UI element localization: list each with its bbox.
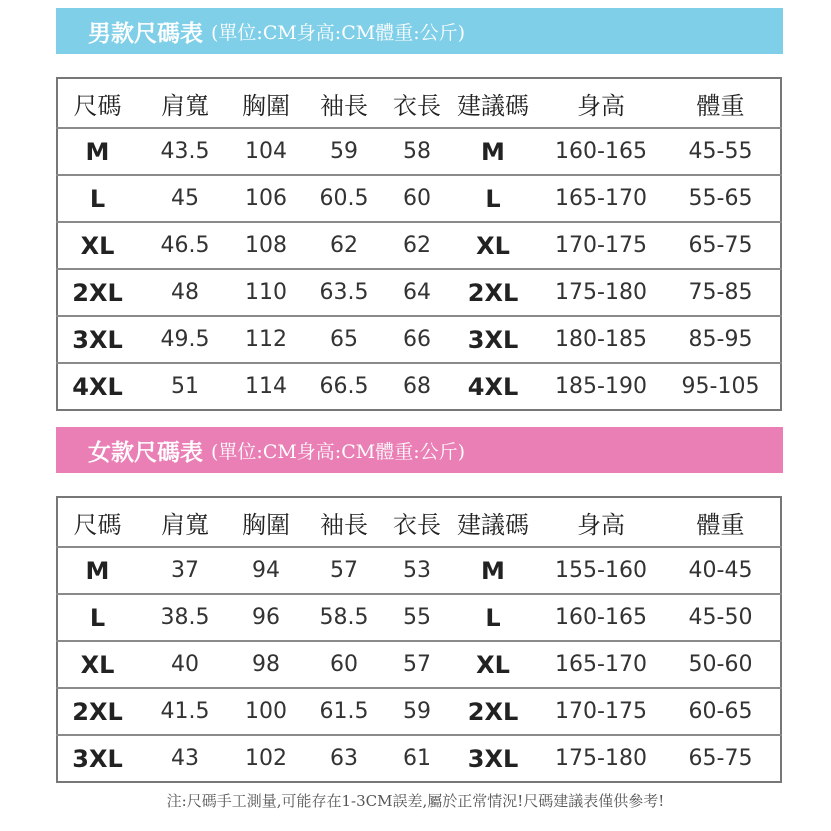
measurement-cell: 100 [233, 688, 299, 735]
measurement-cell: 75-85 [661, 269, 781, 316]
column-header: 肩寬 [137, 497, 233, 547]
measurement-cell: 57 [299, 547, 389, 594]
measurement-cell: 58.5 [299, 594, 389, 641]
table-row [57, 175, 781, 222]
measurement-cell: 60-65 [661, 688, 781, 735]
measurement-cell: 40 [137, 641, 233, 688]
measurement-cell: 68 [403, 374, 431, 399]
measurement-cell: 38.5 [137, 594, 233, 641]
measurement-cell: 110 [233, 269, 299, 316]
measurement-cell: 170-175 [541, 688, 661, 735]
measurement-cell: 175-180 [555, 746, 647, 771]
measurement-cell: 45-55 [661, 128, 781, 175]
table-row [57, 641, 781, 688]
measurement-cell: 43 [171, 746, 199, 771]
column-header: 袖長 [299, 497, 389, 547]
column-header: 體重 [661, 497, 781, 547]
men-chart-title: 男款尺碼表 [88, 19, 203, 47]
measurement-cell: 66 [389, 316, 445, 363]
table-row [57, 316, 781, 363]
table-header-row [57, 78, 781, 128]
measurement-cell: 64 [389, 269, 445, 316]
measurement-cell: 106 [233, 175, 299, 222]
measurement-cell: 98 [233, 641, 299, 688]
column-header: 尺碼 [57, 497, 137, 547]
table-row [57, 222, 781, 269]
size-cell: M [57, 128, 137, 175]
men-chart-unit-note: (單位:CM身高:CM體重:公斤) [211, 21, 466, 44]
recommended-size-cell: 3XL [445, 316, 541, 363]
table-row [57, 735, 781, 782]
women-chart-unit-note: (單位:CM身高:CM體重:公斤) [211, 440, 466, 463]
size-cell: M [57, 547, 137, 594]
men-size-chart-banner [56, 8, 783, 54]
measurement-cell: 108 [233, 222, 299, 269]
measurement-cell: 63.5 [299, 269, 389, 316]
column-header: 衣長 [389, 497, 445, 547]
measurement-cell: 55-65 [661, 175, 781, 222]
measurement-cell: 43.5 [137, 128, 233, 175]
column-header: 尺碼 [57, 78, 137, 128]
recommended-size-cell: 2XL [445, 269, 541, 316]
measurement-cell: 60 [299, 641, 389, 688]
measurement-cell: 58 [389, 128, 445, 175]
measurement-cell: 155-160 [541, 547, 661, 594]
recommended-size-cell: 4XL [467, 372, 519, 401]
measurement-cell: 40-45 [661, 547, 781, 594]
measurement-cell: 62 [299, 222, 389, 269]
measurement-cell: 102 [245, 746, 287, 771]
measurement-cell: 66.5 [319, 374, 369, 399]
men-size-table [56, 77, 782, 411]
column-header: 身高 [541, 78, 661, 128]
measurement-cell: 45 [137, 175, 233, 222]
recommended-size-cell: M [445, 547, 541, 594]
women-size-chart-banner [56, 427, 783, 473]
measurement-cell: 160-165 [541, 128, 661, 175]
size-cell: L [57, 594, 137, 641]
recommended-size-cell: 2XL [445, 688, 541, 735]
table-row [57, 128, 781, 175]
recommended-size-cell: XL [445, 222, 541, 269]
measurement-cell: 41.5 [137, 688, 233, 735]
measurement-cell: 112 [233, 316, 299, 363]
measurement-cell: 50-60 [661, 641, 781, 688]
table-row [57, 363, 781, 410]
table-row [57, 688, 781, 735]
size-cell: L [57, 175, 137, 222]
measurement-cell: 114 [245, 374, 287, 399]
measurement-cell: 65 [299, 316, 389, 363]
column-header: 胸圍 [233, 497, 299, 547]
recommended-size-cell: L [445, 594, 541, 641]
measurement-cell: 65-75 [661, 222, 781, 269]
table-row [57, 269, 781, 316]
column-header: 建議碼 [445, 78, 541, 128]
size-cell: XL [57, 222, 137, 269]
measurement-cell: 95-105 [681, 374, 760, 399]
measurement-cell: 104 [233, 128, 299, 175]
measurement-cell: 37 [137, 547, 233, 594]
table-row [57, 594, 781, 641]
measurement-cell: 61 [403, 746, 431, 771]
size-cell: XL [57, 641, 137, 688]
measurement-cell: 165-170 [541, 641, 661, 688]
measurement-cell: 62 [389, 222, 445, 269]
column-header: 衣長 [389, 78, 445, 128]
measurement-cell: 51 [171, 374, 199, 399]
measurement-disclaimer: 注:尺碼手工測量,可能存在1-3CM誤差,屬於正常情況!尺碼建議表僅供參考! [166, 792, 665, 810]
measurement-cell: 55 [389, 594, 445, 641]
measurement-cell: 60 [389, 175, 445, 222]
recommended-size-cell: M [445, 128, 541, 175]
measurement-cell: 48 [137, 269, 233, 316]
column-header: 袖長 [299, 78, 389, 128]
measurement-cell: 165-170 [541, 175, 661, 222]
measurement-cell: 65-75 [688, 746, 753, 771]
measurement-cell: 46.5 [137, 222, 233, 269]
size-cell: 2XL [57, 269, 137, 316]
measurement-cell: 160-165 [541, 594, 661, 641]
column-header: 建議碼 [445, 497, 541, 547]
measurement-cell: 45-50 [661, 594, 781, 641]
measurement-cell: 49.5 [137, 316, 233, 363]
table-header-row [57, 497, 781, 547]
size-cell: 3XL [57, 316, 137, 363]
column-header: 胸圍 [233, 78, 299, 128]
measurement-cell: 60.5 [299, 175, 389, 222]
measurement-cell: 96 [233, 594, 299, 641]
recommended-size-cell: L [445, 175, 541, 222]
measurement-cell: 185-190 [555, 374, 647, 399]
women-chart-title: 女款尺碼表 [88, 438, 203, 466]
measurement-cell: 53 [389, 547, 445, 594]
table-row [57, 547, 781, 594]
measurement-cell: 85-95 [661, 316, 781, 363]
size-cell: 4XL [72, 372, 123, 401]
measurement-cell: 59 [299, 128, 389, 175]
column-header: 肩寬 [137, 78, 233, 128]
column-header: 身高 [541, 497, 661, 547]
size-cell: 3XL [72, 744, 123, 773]
women-size-table [56, 496, 782, 783]
measurement-cell: 94 [233, 547, 299, 594]
measurement-cell: 61.5 [299, 688, 389, 735]
measurement-cell: 63 [330, 746, 358, 771]
recommended-size-cell: XL [445, 641, 541, 688]
measurement-cell: 180-185 [541, 316, 661, 363]
measurement-cell: 59 [389, 688, 445, 735]
measurement-cell: 57 [389, 641, 445, 688]
measurement-cell: 175-180 [541, 269, 661, 316]
recommended-size-cell: 3XL [467, 744, 519, 773]
size-cell: 2XL [57, 688, 137, 735]
column-header: 體重 [661, 78, 781, 128]
measurement-cell: 170-175 [541, 222, 661, 269]
